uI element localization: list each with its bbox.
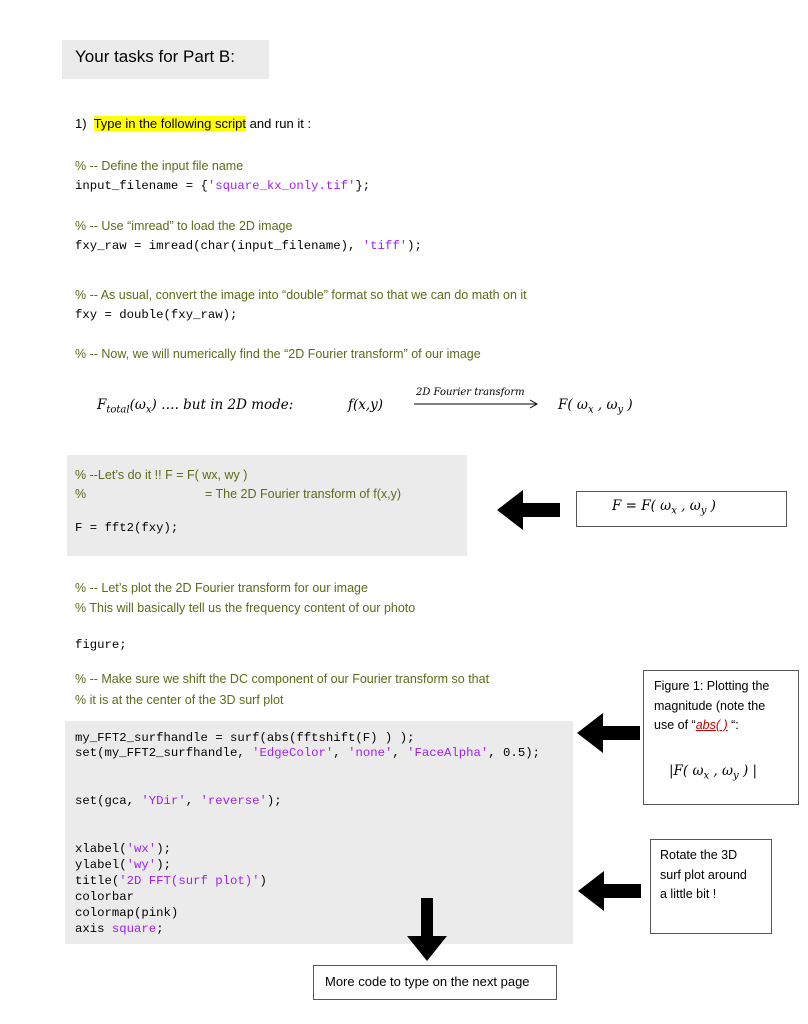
code-text: ); xyxy=(156,858,171,872)
comment-percent: % xyxy=(75,487,87,501)
code-text: , xyxy=(333,746,349,760)
math-symbol: ) xyxy=(623,397,633,413)
code-double: fxy = double(fxy_raw); xyxy=(75,308,238,322)
math-symbol: |F( ω xyxy=(669,763,704,779)
abs-function-ref: abs( ) xyxy=(695,718,728,732)
code-set-edgecolor xyxy=(75,746,540,760)
comment-now-fourier: % -- Now, we will numerically find the “2D Fourier transform” of our image xyxy=(75,347,481,361)
code-text: }; xyxy=(355,179,371,193)
math-fxy: f(x,y) xyxy=(348,397,384,413)
code-text: , 0.5); xyxy=(488,746,540,760)
code-string: 'YDir' xyxy=(141,794,186,808)
math-symbol: ) …. but in 2D mode: xyxy=(151,397,294,413)
code-text: ; xyxy=(156,922,164,936)
magnitude-equation xyxy=(669,763,757,782)
math-symbol: F( ω xyxy=(558,397,588,413)
code-string: 'none' xyxy=(348,746,393,760)
left-arrow-icon xyxy=(497,490,561,530)
note-text: “: xyxy=(727,718,739,732)
figure-1-note xyxy=(654,677,796,736)
step-1-suffix: and run it : xyxy=(246,116,312,131)
math-symbol: , ω xyxy=(676,498,701,514)
code-text: ylabel( xyxy=(75,858,127,872)
code-text: , xyxy=(185,794,201,808)
comment-double: % -- As usual, convert the image into “double” format so that we can do math on it xyxy=(75,288,527,302)
equation-text xyxy=(612,498,716,517)
code-string: 'tiff' xyxy=(362,239,408,253)
code-text: axis xyxy=(75,922,112,936)
note-line: magnitude (note the xyxy=(654,698,766,713)
code-text: ); xyxy=(407,239,422,253)
math-subscript: y xyxy=(700,505,707,517)
note-line: a little bit ! xyxy=(660,887,717,901)
code-title xyxy=(75,874,267,888)
step-1-highlight: Type in the following script xyxy=(93,116,247,131)
comment-imread: % -- Use “imread” to load the 2D image xyxy=(75,219,293,233)
comment-define-input: % -- Define the input file name xyxy=(75,159,244,173)
comment-plot-2: % This will basically tell us the frequency content of our photo xyxy=(75,601,416,615)
code-input-filename xyxy=(75,179,370,193)
math-result xyxy=(558,397,633,416)
code-text: ); xyxy=(156,842,171,856)
math-subscript: x xyxy=(587,404,594,416)
right-arrow-icon xyxy=(414,398,542,410)
code-set-ydir xyxy=(75,794,282,808)
step-1-prefix: 1) xyxy=(75,116,94,131)
code-surf: my_FFT2_surfhandle = surf(abs(fftshift(F) ) ); xyxy=(75,731,415,745)
code-text: ) xyxy=(259,874,267,888)
left-arrow-icon xyxy=(577,713,641,753)
math-symbol: F = F( ω xyxy=(612,498,672,514)
code-string: 'FaceAlpha' xyxy=(407,746,489,760)
code-string: 'wx' xyxy=(126,842,157,856)
math-symbol: (ω xyxy=(129,397,146,413)
code-string: square xyxy=(111,922,157,936)
math-symbol: F xyxy=(97,397,107,413)
code-string: 'square_kx_only.tif' xyxy=(207,179,356,193)
comment-shift-2: % it is at the center of the 3D surf plot xyxy=(75,693,284,707)
code-string: 'EdgeColor' xyxy=(252,746,334,760)
rotate-note xyxy=(660,846,747,905)
code-fft2: F = fft2(fxy); xyxy=(75,521,179,535)
code-ylabel xyxy=(75,858,171,872)
code-string: '2D FFT(surf plot)' xyxy=(119,874,260,888)
code-xlabel xyxy=(75,842,171,856)
note-line: Figure 1: Plotting the xyxy=(654,679,770,693)
code-text: ); xyxy=(266,794,282,808)
comment-shift-1: % -- Make sure we shift the DC component of our Fourier transform so that xyxy=(75,672,490,686)
math-symbol: ) xyxy=(706,498,716,514)
math-symbol: , ω xyxy=(593,397,618,413)
code-colorbar: colorbar xyxy=(75,890,135,904)
arrow-label: 2D Fourier transform xyxy=(416,387,525,398)
code-text: set(my_FFT2_surfhandle, xyxy=(75,746,253,760)
next-page-note: More code to type on the next page xyxy=(325,974,530,989)
down-arrow-icon xyxy=(406,898,448,962)
page-heading: Your tasks for Part B: xyxy=(75,47,235,66)
math-subscript: x xyxy=(703,770,710,782)
math-subscript: y xyxy=(733,770,739,782)
code-text: input_filename = { xyxy=(75,179,208,193)
note-line: Rotate the 3D xyxy=(660,848,738,862)
code-string: 'reverse' xyxy=(200,794,267,808)
code-text: , xyxy=(392,746,408,760)
code-figure: figure; xyxy=(75,638,127,652)
code-text: fxy_raw = imread(char(input_filename), xyxy=(75,239,363,253)
code-text: title( xyxy=(75,874,120,888)
note-line: surf plot around xyxy=(660,867,747,882)
math-subscript: x xyxy=(145,404,152,416)
comment-plot-1: % -- Let’s plot the 2D Fourier transform for our image xyxy=(75,581,368,595)
note-text: use of “ xyxy=(654,718,696,732)
left-arrow-icon xyxy=(578,871,642,911)
step-1-instruction xyxy=(75,116,311,131)
math-symbol: ) | xyxy=(738,763,758,779)
math-subscript: y xyxy=(617,404,624,416)
math-subscript: x xyxy=(671,505,677,517)
code-string: 'wy' xyxy=(126,858,157,872)
code-axis-square xyxy=(75,922,164,936)
note-line xyxy=(654,716,796,736)
comment-lets-do-it: % --Let’s do it !! F = F( wx, wy ) xyxy=(75,468,248,482)
math-symbol: , ω xyxy=(709,763,734,779)
math-subscript: total xyxy=(106,404,130,416)
code-imread xyxy=(75,239,422,253)
code-colormap: colormap(pink) xyxy=(75,906,179,920)
code-text: xlabel( xyxy=(75,842,127,856)
math-ftotal xyxy=(97,397,293,416)
code-text: set(gca, xyxy=(75,794,142,808)
comment-fourier-def: = The 2D Fourier transform of f(x,y) xyxy=(205,487,402,501)
